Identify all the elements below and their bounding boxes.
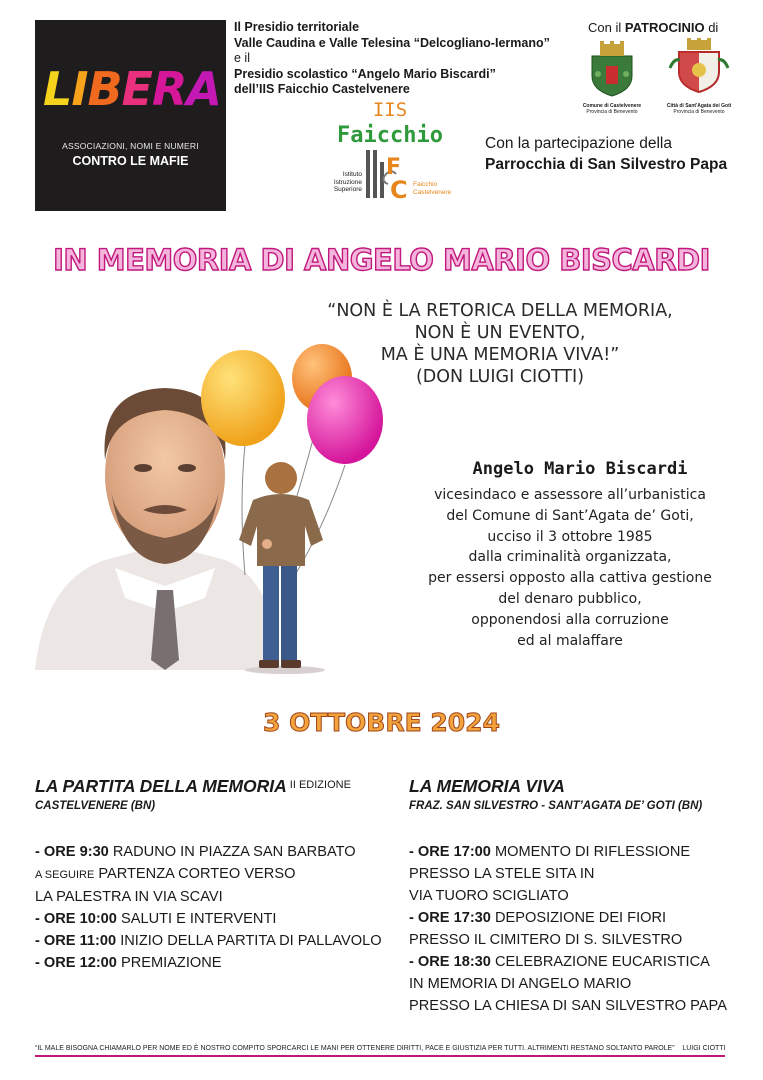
- partecipazione-line1: Con la partecipazione della: [485, 135, 672, 152]
- program-row: PRESSO LA STELE SITA IN: [409, 866, 595, 882]
- crest-santagata-icon: [664, 38, 734, 98]
- event-right-title: LA MEMORIA VIVA: [409, 776, 565, 796]
- iis-logo-mark: [322, 148, 457, 200]
- organizers-block: [234, 20, 550, 98]
- iis-title-line2: Faicchio: [337, 123, 443, 148]
- program-row: - ORE 12:00 PREMIAZIONE: [35, 955, 222, 971]
- program-row: PRESSO IL CIMITERO DI S. SILVESTRO: [409, 932, 683, 948]
- event-date: 3 OTTOBRE 2024: [263, 708, 500, 737]
- organizers-line: Presidio scolastico “Angelo Mario Biscardi”: [234, 66, 496, 81]
- crest-castelvenere: Comune di Castelvenere Provincia di Benevento: [582, 38, 642, 115]
- organizers-line: Valle Caudina e Valle Telesina “Delcogliano-Iermano”: [234, 35, 550, 50]
- event-left: [35, 776, 395, 974]
- svg-text:C: C: [390, 176, 408, 200]
- iis-logo-label-right: Faicchio Castelvenere: [413, 181, 452, 196]
- footer-divider: [35, 1055, 725, 1057]
- event-left-title: LA PARTITA DELLA MEMORIA $^{II EDIZIONE}$: [35, 776, 351, 796]
- event-right: [409, 776, 739, 1017]
- libera-tagline: CONTRO LE MAFIE: [72, 154, 189, 168]
- iis-title-line1: IIS: [372, 99, 408, 121]
- program-row: - ORE 9:30 RADUNO IN PIAZZA SAN BARBATO: [35, 844, 356, 860]
- iis-logo-label-left: Istituto Istruzione Superiore: [333, 171, 362, 193]
- program-row: - ORE 17:00 MOMENTO DI RIFLESSIONE: [409, 844, 691, 860]
- main-title: IN MEMORIA DI ANGELO MARIO BISCARDI: [53, 243, 710, 277]
- crest-castelvenere-icon: [582, 38, 642, 98]
- svg-text:F: F: [386, 155, 402, 180]
- program-row: LA PALESTRA IN VIA SCAVI: [35, 889, 223, 905]
- iis-monogram-icon: [364, 148, 416, 200]
- patrocinio-heading: Con il PATROCINIO di: [588, 20, 719, 35]
- libera-subtitle: ASSOCIAZIONI, NOMI E NUMERI: [62, 141, 199, 151]
- event-left-program: [35, 841, 395, 974]
- ciotti-quote: “NON È LA RETORICA DELLA MEMORIA, NON È UN EVENTO, MA È UNA MEMORIA VIVA!” (DON LUIGI CIOTTI): [327, 301, 673, 387]
- bio-text: vicesindaco e assessore all’urbanistica del Comune di Sant’Agata de’ Goti, ucciso il 3 ottobre 1985 dalla criminalità organizzata, per essersi opposto alla cattiva gestione del denaro pubblico, opponendosi alla corruzione ed al malaffare: [428, 487, 712, 649]
- organizers-line: Il Presidio territoriale: [234, 20, 360, 34]
- partecipazione-line2: Parrocchia di San Silvestro Papa: [485, 156, 728, 173]
- partecipazione-block: [485, 133, 727, 175]
- iis-logo-title: [300, 98, 480, 148]
- program-row: VIA TUORO SCIGLIATO: [409, 888, 569, 904]
- organizers-line: dell’IIS Faicchio Castelvenere: [234, 82, 410, 96]
- bio-name: Angelo Mario Biscardi: [472, 459, 688, 479]
- yellow-balloon-icon: [201, 350, 285, 446]
- program-row: A SEGUIRE PARTENZA CORTEO VERSO: [35, 866, 296, 882]
- event-right-place: FRAZ. SAN SILVESTRO - SANT’AGATA DE’ GOTI (BN): [409, 800, 703, 812]
- libera-logo: [35, 20, 226, 211]
- event-right-program: [409, 841, 739, 1017]
- program-row: - ORE 17:30 DEPOSIZIONE DEI FIORI: [409, 910, 667, 926]
- libera-logo-text: LIBERA: [43, 62, 221, 116]
- program-row: PRESSO LA CHIESA DI SAN SILVESTRO PAPA: [409, 998, 727, 1014]
- pink-balloon-icon: [307, 376, 383, 464]
- footer-author: LUIGI CIOTTI: [682, 1045, 726, 1052]
- memorial-illustration: [35, 340, 415, 680]
- organizers-line: e il: [234, 51, 250, 65]
- program-row: - ORE 11:00 INIZIO DELLA PARTITA DI PALLAVOLO: [35, 933, 382, 949]
- event-left-place: CASTELVENERE (BN): [35, 800, 156, 812]
- program-row: IN MEMORIA DI ANGELO MARIO: [409, 976, 632, 992]
- program-row: - ORE 10:00 SALUTI E INTERVENTI: [35, 911, 277, 927]
- event-left-edition: II EDIZIONE: [289, 779, 351, 791]
- footer-quote: “IL MALE BISOGNA CHIAMARLO PER NOME ED È NOSTRO COMPITO SPORCARCI LE MANI PER OTTENERE DIRITTI, PACE E GIUSTIZIA PER TUTTI. ALTRIMENTI RESTANO SOLTANTO PAROLE” LUIGI CIOTTI: [35, 1045, 726, 1052]
- program-row: - ORE 18:30 CELEBRAZIONE EUCARISTICA: [409, 954, 710, 970]
- crest-santagata: Città di Sant'Agata dei Goti Provincia di Benevento: [664, 38, 734, 115]
